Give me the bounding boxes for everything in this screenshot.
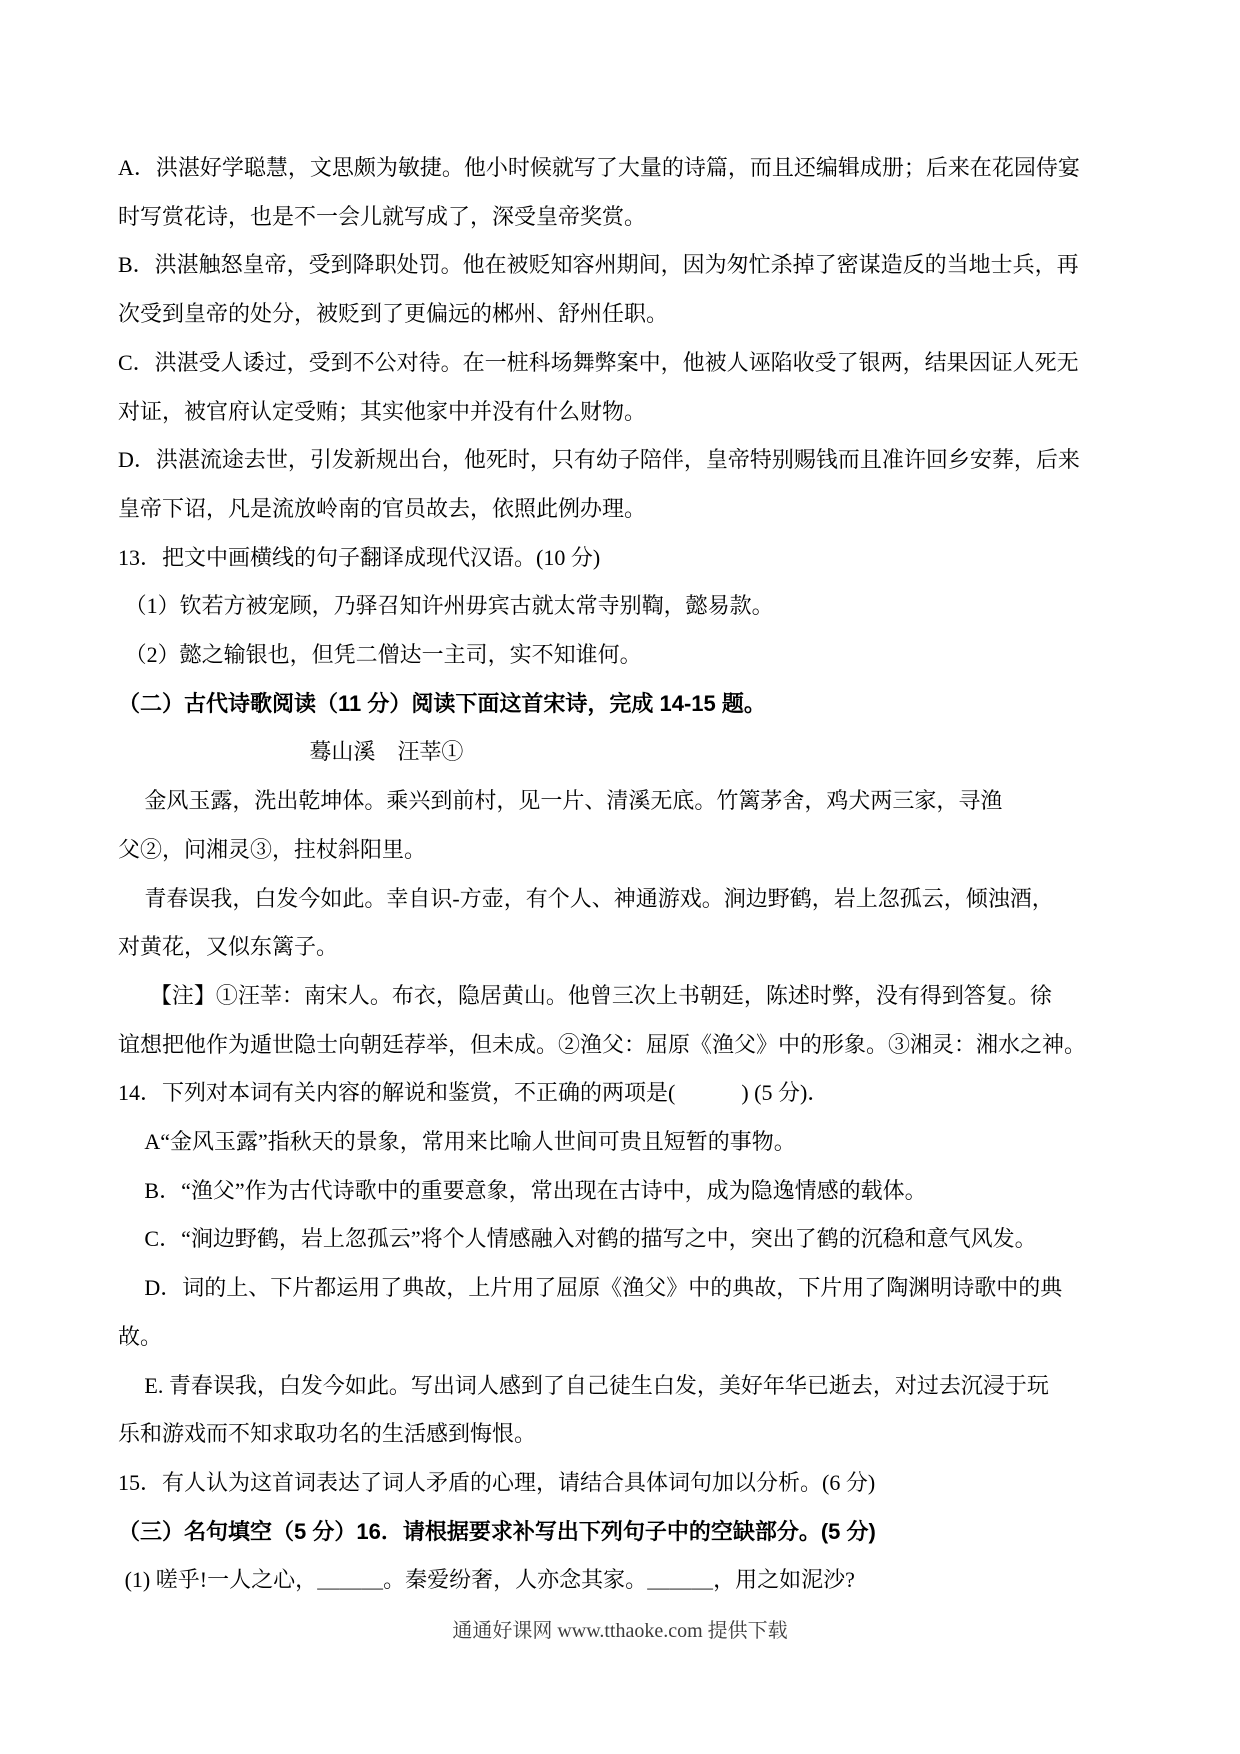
document-line: 金风玉露，洗出乾坤体。乘兴到前村，见一片、清溪无底。竹篱茅舍，鸡犬两三家，寻渔 [144,788,1003,814]
document-line: 乐和游戏而不知求取功名的生活感到悔恨。 [118,1421,537,1447]
document-line: 父②，问湘灵③，拄杖斜阳里。 [118,836,427,862]
document-line: 蓦山溪 汪莘① [309,739,464,765]
document-line: 对证，被官府认定受贿；其实他家中并没有什么财物。 [118,398,647,424]
document-line: (1) 嗟乎!一人之心，＿＿＿。秦爱纷奢，人亦念其家。＿＿＿，用之如泥沙? [124,1567,855,1593]
document-line: （二）古代诗歌阅读（11 分）阅读下面这首宋诗，完成 14-15 题。 [118,690,766,716]
document-line: 青春误我，白发今如此。幸自识-方壶，有个人、神通游戏。涧边野鹤，岩上忽孤云，倾浊酒， [144,885,1054,911]
document-line: C．洪湛受人诿过，受到不公对待。在一桩科场舞弊案中，他被人诬陷收受了银两，结果因证人死无 [118,349,1079,375]
document-line: A“金风玉露”指秋天的景象，常用来比喻人世间可贵且短暂的事物。 [144,1129,796,1155]
document-line: A．洪湛好学聪慧，文思颇为敏捷。他小时候就写了大量的诗篇，而且还编辑成册；后来在花园侍宴 [118,155,1080,180]
document-line: 【注】①汪莘：南宋人。布衣，隐居黄山。他曾三次上书朝廷，陈述时弊，没有得到答复。徐 [149,982,1052,1008]
document-line: D．词的上、下片都运用了典故，上片用了屈原《渔父》中的典故，下片用了陶渊明诗歌中的典 [144,1275,1063,1301]
document-line: B．“渔父”作为古代诗歌中的重要意象，常出现在古诗中，成为隐逸情感的载体。 [144,1177,927,1203]
document-line: E. 青春误我，白发今如此。写出词人感到了自己徒生白发，美好年华已逝去，对过去沉浸于玩 [144,1372,1049,1398]
document-line: 皇帝下诏，凡是流放岭南的官员故去，依照此例办理。 [118,495,647,521]
document-line: B．洪湛触怒皇帝，受到降职处罚。他在被贬知容州期间，因为匆忙杀掉了密谋造反的当地士兵，再 [118,252,1079,278]
document-line: （1）钦若方被宠顾，乃驿召知许州毋宾古就太常寺别鞫，懿易款。 [124,593,774,619]
document-line: 时写赏花诗，也是不一会儿就写成了，深受皇帝奖赏。 [118,203,647,229]
document-line: 15．有人认为这首词表达了词人矛盾的心理，请结合具体词句加以分析。(6 分) [118,1469,876,1495]
document-line: 次受到皇帝的处分，被贬到了更偏远的郴州、舒州任职。 [118,301,669,327]
document-line: 谊想把他作为遁世隐士向朝廷荐举，但未成。②渔父：屈原《渔父》中的形象。③湘灵：湘水之神。 [118,1031,1087,1057]
document-line: D．洪湛流途去世，引发新规出台，他死时，只有幼子陪伴，皇帝特别赐钱而且准许回乡安葬，后来 [118,447,1080,473]
document-line: （三）名句填空（5 分）16．请根据要求补写出下列句子中的空缺部分。(5 分) [118,1518,876,1544]
document-line: （2）懿之输银也，但凭二僧达一主司，实不知谁何。 [124,642,642,668]
document-line: 13．把文中画横线的句子翻译成现代汉语。(10 分) [118,544,601,570]
document-line: 对黄花，又似东篱子。 [118,934,339,960]
footer-watermark: 通通好课网 www.tthaoke.com 提供下载 [452,1620,788,1642]
document-line: 故。 [118,1323,163,1349]
document-line: C．“涧边野鹤，岩上忽孤云”将个人情感融入对鹤的描写之中，突出了鹤的沉稳和意气风发。 [144,1226,1037,1252]
document-line: 14．下列对本词有关内容的解说和鉴赏，不正确的两项是( ) (5 分)． [118,1080,830,1106]
